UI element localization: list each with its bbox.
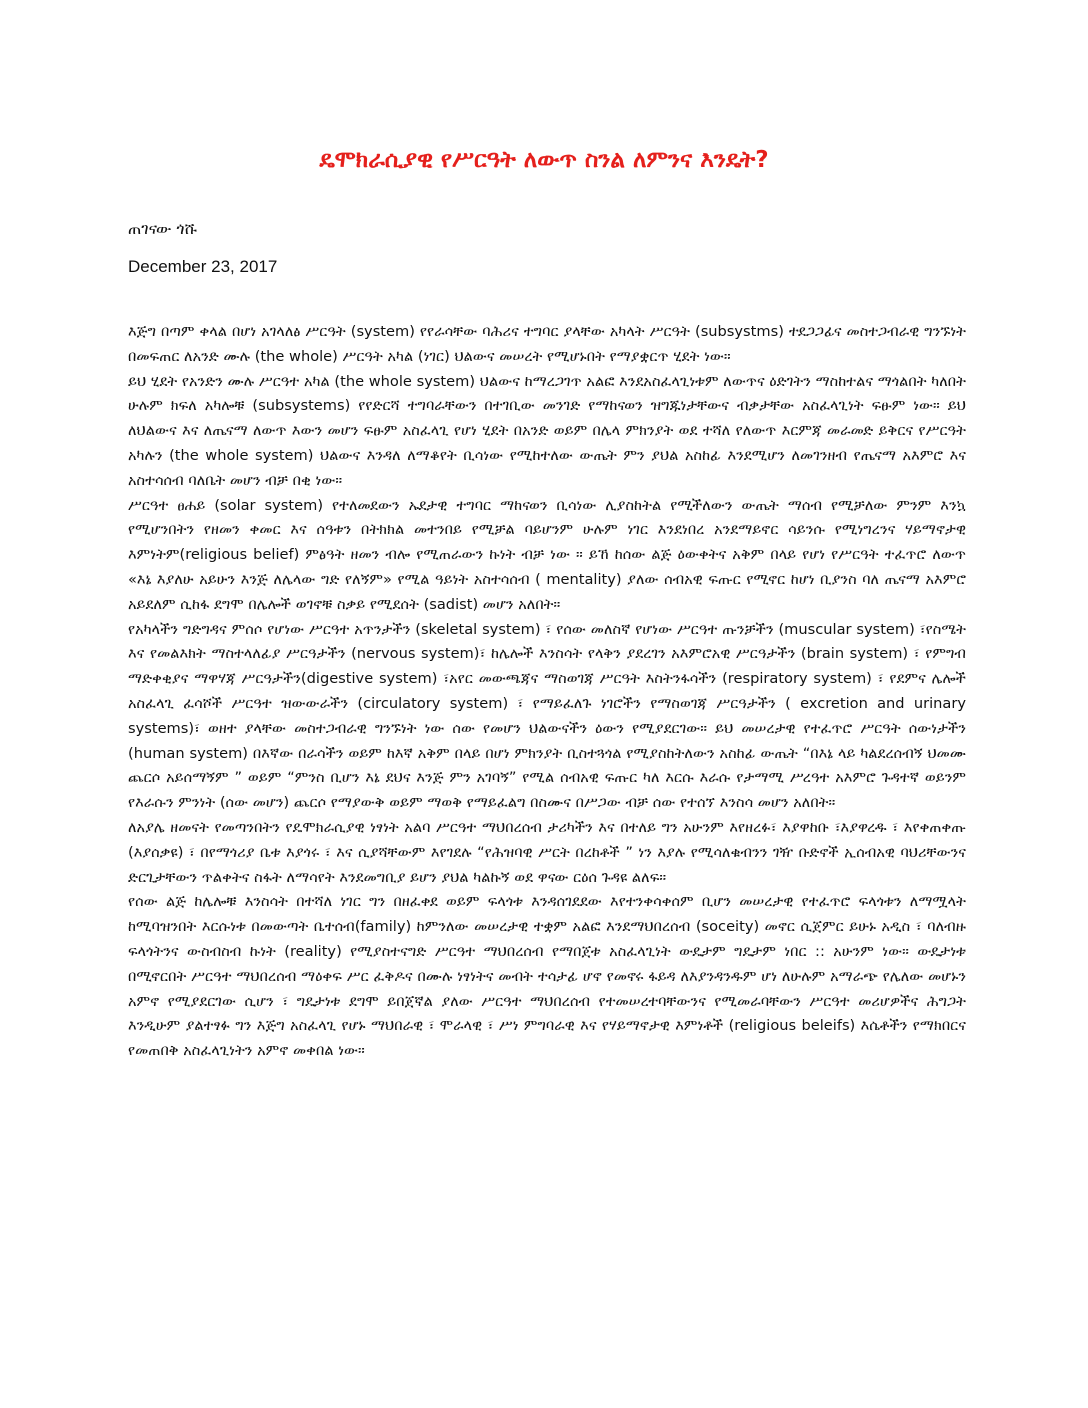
paragraph: ሥርዓተ ፀሐይ (solar system) የተለመደውን ኡደታዊ ተግባር ማከናወን ቢሳነው ሊያስከትል የሚችለውን ውጤት ማሰብ የሚቻለው ምንም እንኳ የሚሆንበትን የዘመን ቀመር እና ሰዓቱን በትክክል መተንበይ የሚቻል ባይሆንም ሁሉም ነገር እንደነበረ አንደማይኖር ሳይንሱ የሚነግረንና ሃይማኖታዊ እምነትም(religious belief) ምፅዓት ዘመን ብሎ የሚጠራውን ኩነት ብቻ ነው ። ይኸ ከሰው ልጅ ዕውቀትና አቅም በላይ የሆነ የሥርዓት ተፈጥሮ ለውጥ «እኔ እያለሁ አይሁን እንጅ ለሌላው ግድ የለኝም» የሚል ዓይነት አስተሳሰብ ( mentality) ያለው ሰብአዊ ፍጡር የሚኖር ከሆነ ቢያንስ ባለ ጤናማ አእምሮ አይደለም ሲከፋ ደግሞ በሌሎች ወገኖቹ ስቃይ የሚደሰት (sadist) መሆን አለበት። (128, 496, 966, 613)
document-title: ዴሞክራሲያዊ የሥርዓት ለውጥ ስንል ለምንና እንዴት? (319, 147, 769, 173)
paragraph: የሰው ልጅ ከሌሎቹ እንስሳት በተሻለ ነገር ግን በዘፈቀደ ወይም ፍላጎቱ እንዳሰገደደው እየተንቀሳቀሰም ቢሆን መሠረታዊ የተፈጥሮ ፍላጎቱን ለማሟላት ከሚባዝንበት እርሱነቱ በመውጣት ቤተሰብ(family) ከምንለው መሠረታዊ ተቋም አልፎ እንደማህበረሰብ (soceity) መኖር ሲጀምር ይሁኑ አዲስ ፣ ባለብዙ ፍላጎትንና ውስብስብ ኩነት (reality) የሚያስተናግድ ሥርዓተ ማህበረሰብ የማበጀቱ አስፈላጊነት ውዴታም ግዴታም ነበር :: አሁንም ነው። ውዴታነቱ በሚኖርበት ሥርዓተ ማህበረሰብ ማዕቀፍ ሥር ፈቅዶና በሙሉ ነፃነትና መብት ተሳታፊ ሆኖ የመኖሩ ፋይዳ ለእያንዳንዱም ሆነ ለሁሉም አማራጭ የሌለው መሆኑን አምኖ የሚያደርገው ሲሆን ፣ ግዴታነቱ ደግሞ ይበጀኛል ያለው ሥርዓተ ማህበረሰብ የተመሠረተባቸውንና የሚመራባቸውን ሥርዓተ መሪሆዎችና ሕግጋት እንዲሁም ያልተፃፉ ግን እጅግ አስፈላጊ የሆኑ ማህበራዊ ፣ ሞራላዊ ፣ ሥነ ምግባራዊ እና የሃይማኖታዊ እምነቶች (religious beleifs) እሴቶችን የማክበርና የመጠበቅ አስፈላጊነትን አምኖ መቀበል ነው። (128, 893, 966, 1060)
paragraph: እጅግ በጣም ቀላል በሆነ አገላለፅ ሥርዓት (system) የየራሳቸው ባሕሪና ተግባር ያላቸው አካላት ሥርዓት (subsystms) ተደጋጋፊና መስተጋብራዊ ግንኙነት በመፍጠር ለአንድ ሙሉ (the whole) ሥርዓት አካል (ነገር) ህልውና መሠረት የሚሆኑበት የማያቋርጥ ሂደት ነው። (128, 323, 966, 365)
paragraph: ለአያሌ ዘመናት የመጣንበትን የዴሞክራሲያዊ ነፃነት አልባ ሥርዓተ ማህበረሰብ ታሪካችን እና በተለይ ግን አሁንም እየዘረፉ፣ እያዋከቡ ፣እያዋረዱ ፣ እየቀጠቀጡ (እያሰቃዩ) ፣ በየማጎሪያ ቤቱ እያጎሩ ፣ እና ሲያሻቸውም እየገደሉ “የሕዝባዊ ሥርት በረከቶች ” ነን እያሉ የሚሳለቁብንን ገዥ ቡድኖች ኢሰብአዊ ባህሪቸውንና ድርጊታቸውን ጥልቀትና ስፋት ለማሳየት እንደመግቢያ ይሆን ያህል ካልኩኝ ወደ ዋናው ርዕሰ ጉዳዩ ልለፍ። (128, 818, 966, 886)
paragraph: የአካላችን ግድግዳና ምሰሶ የሆነው ሥርዓተ አጥንታችን (skeletal system) ፣ የሰው መለስኛ የሆነው ሥርዓተ ጡንቻችን (muscular system) ፣የስሜት እና የመልእክት ማስተላለፊያ ሥርዓታችን (nervous system)፣ ከሌሎች እንስሳት የላቅን ያደረገን አእምሮአዊ ሥርዓታችን (brain system) ፣ የምግብ ማድቀቂያና ማዋሃጃ ሥርዓታችን(digestive system) ፣አየር መውጫጃና ማስወገጃ ሥርዓት እስትንፋሳችን (respiratory system) ፣ የደምና ሌሎች አስፈላጊ ፈሳሾች ሥርዓተ ዝውውራችን (circulatory system) ፣ የማይፈለጉ ነገሮችን የማስወገጃ ሥርዓታችን ( excretion and urinary systems)፣ ወዘተ ያላቸው መስተጋብራዊ ግንኙነት ነው ሰው የመሆን ህልውናችን ዕውን የሚያደርገው። ይህ መሠረታዊ የተፈጥሮ ሥርዓት ሰውነታችን (human system) በእኛው በራሳችን ወይም ከእኛ አቅም በላይ በሆነ ምክንያት ቢስተጓጎል የሚያስከትለውን አስከፊ ውጤት “በእኔ ላይ ካልደረሰብኝ ህመሙ ጨርሶ አይሰማኝም ” ወይም “ምንስ ቢሆን እኔ ደህና እንጅ ምን አገባኝ” የሚል ሰብአዊ ፍጡር ካለ እርሱ እራሱ የታማሚ ሥረዓተ አእምሮ ጉዳተኛ ወይንም የእራሱን ምንነት (ሰው መሆን) ጨርሶ የማያውቅ ወይም ማወቅ የማይፈልግ በስሙና በሥጋው ብቻ ሰው የተሰኘ እንስሳ መሆን አለበት። (128, 620, 966, 812)
paragraph: ይህ ሂደት የአንድን ሙሉ ሥርዓተ አካል (the whole system) ህልውና ከማረጋገጥ አልፎ እንደአስፈላጊነቱም ለውጥና ዕድገትን ማስከተልና ማጎልበት ካለበት ሁሉም ክፍለ አካሎቹ (subsystems) የየድርሻ ተግባራቸውን በተገቢው መንገድ የማከናወን ዝግጁነታቸውና ብቃታቸው አስፈላጊነት ፍፁም ነው። ይህ ለህልውና እና ለጤናማ ለውጥ እውን መሆን ፍፁም አስፈላጊ የሆነ ሂደት በአንድ ወይም በሌላ ምክንያት ወደ ተሻለ የለውጥ እርምጃ መራመድ ይቅርና የሥርዓት አካሉን (the whole system) ህልውና እንዳለ ለማቆየት ቢሳነው የሚከተለው ውጤት ምን ያህል አስከፊ እንደሚሆን ለመገንዘብ የጤናማ አእምሮ እና አስተሳሰብ ባለቤት መሆን ብቻ በቂ ነው። (128, 372, 966, 489)
author-name: ጠገናው ጎሹ (128, 219, 197, 238)
publication-date: December 23, 2017 (128, 257, 278, 276)
article-body (128, 320, 966, 1064)
